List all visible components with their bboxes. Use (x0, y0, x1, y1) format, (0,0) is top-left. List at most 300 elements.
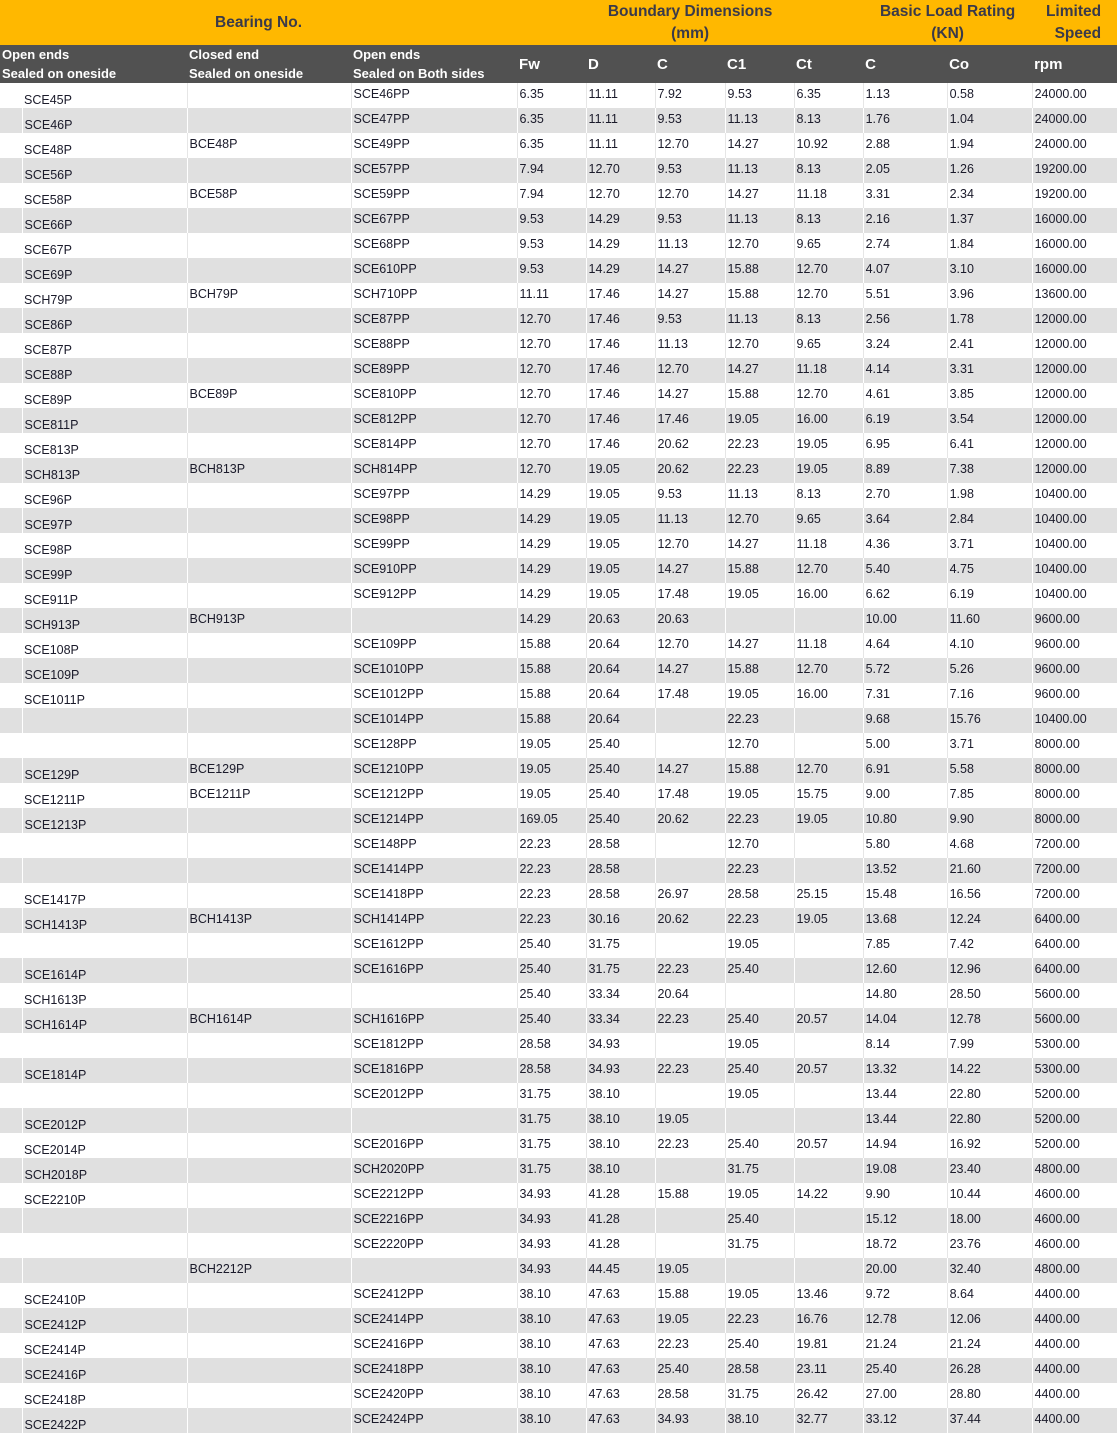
row-spacer (0, 883, 22, 908)
sealed-both-cell: SCE98PP (351, 508, 517, 533)
c-cell (655, 858, 725, 883)
d-cell: 25.40 (586, 783, 655, 808)
ct-cell: 20.57 (794, 1058, 863, 1083)
co-cell: 7.99 (947, 1033, 1032, 1058)
table-row (0, 683, 1117, 708)
c-load-cell: 5.00 (863, 733, 947, 758)
open-ends-cell: SCE1011P (22, 683, 187, 708)
c1-cell: 9.53 (725, 83, 794, 108)
row-spacer (0, 283, 22, 308)
table-row (0, 808, 1117, 833)
closed-end-cell (187, 1308, 351, 1333)
c1-cell: 15.88 (725, 658, 794, 683)
fw-cell: 12.70 (517, 383, 586, 408)
c-cell: 12.70 (655, 633, 725, 658)
fw-cell: 19.05 (517, 783, 586, 808)
table-row (0, 1083, 1117, 1108)
c1-cell: 22.23 (725, 858, 794, 883)
open-ends-cell: SCE87P (22, 333, 187, 358)
ct-cell: 12.70 (794, 258, 863, 283)
co-cell: 18.00 (947, 1208, 1032, 1233)
c-load-cell: 21.24 (863, 1333, 947, 1358)
fw-cell: 7.94 (517, 158, 586, 183)
c-load-cell: 2.74 (863, 233, 947, 258)
closed-end-cell (187, 1083, 351, 1108)
co-cell: 28.50 (947, 983, 1032, 1008)
row-spacer (0, 1083, 22, 1108)
co-cell: 16.56 (947, 883, 1032, 908)
c1-cell: 19.05 (725, 933, 794, 958)
rpm-cell: 7200.00 (1032, 858, 1117, 883)
closed-end-cell (187, 233, 351, 258)
c-load-cell: 15.12 (863, 1208, 947, 1233)
fw-cell: 15.88 (517, 683, 586, 708)
ct-cell (794, 958, 863, 983)
row-spacer (0, 1183, 22, 1208)
closed-end-cell (187, 583, 351, 608)
co-cell: 3.10 (947, 258, 1032, 283)
co-cell: 5.58 (947, 758, 1032, 783)
d-cell: 19.05 (586, 508, 655, 533)
rpm-cell: 12000.00 (1032, 433, 1117, 458)
co-cell: 21.24 (947, 1333, 1032, 1358)
rpm-cell: 4400.00 (1032, 1408, 1117, 1433)
row-spacer (0, 258, 22, 283)
c-cell: 14.27 (655, 658, 725, 683)
sealed-both-cell: SCE814PP (351, 433, 517, 458)
rpm-cell: 10400.00 (1032, 508, 1117, 533)
row-spacer (0, 108, 22, 133)
sealed-both-cell: SCE97PP (351, 483, 517, 508)
open-ends-cell: SCH1613P (22, 983, 187, 1008)
sealed-both-cell (351, 983, 517, 1008)
d-cell: 17.46 (586, 283, 655, 308)
c-load-cell: 2.56 (863, 308, 947, 333)
fw-cell: 34.93 (517, 1258, 586, 1283)
d-cell: 11.11 (586, 108, 655, 133)
c-load-cell: 13.44 (863, 1083, 947, 1108)
row-spacer (0, 458, 22, 483)
row-spacer (0, 733, 22, 758)
sealed-both-cell: SCE47PP (351, 108, 517, 133)
open-ends-cell: SCE46P (22, 108, 187, 133)
ct-cell: 8.13 (794, 158, 863, 183)
c1-cell: 19.05 (725, 683, 794, 708)
c-cell: 20.62 (655, 433, 725, 458)
table-row (0, 508, 1117, 533)
table-row (0, 633, 1117, 658)
table-row (0, 183, 1117, 208)
c-cell: 26.97 (655, 883, 725, 908)
open-ends-cell: SCE811P (22, 408, 187, 433)
c1-cell: 19.05 (725, 408, 794, 433)
sealed-both-cell: SCE2012PP (351, 1083, 517, 1108)
sealed-both-cell: SCE2220PP (351, 1233, 517, 1258)
c-cell: 17.46 (655, 408, 725, 433)
ct-cell: 20.57 (794, 1133, 863, 1158)
ct-cell: 32.77 (794, 1408, 863, 1433)
ct-cell: 19.81 (794, 1333, 863, 1358)
open-ends-cell (22, 833, 187, 858)
c-cell: 20.64 (655, 983, 725, 1008)
ct-cell (794, 1258, 863, 1283)
rpm-cell: 6400.00 (1032, 933, 1117, 958)
rpm-cell: 5200.00 (1032, 1133, 1117, 1158)
closed-end-cell (187, 1333, 351, 1358)
sealed-both-cell: SCE810PP (351, 383, 517, 408)
fw-cell: 15.88 (517, 658, 586, 683)
d-cell: 33.34 (586, 1008, 655, 1033)
boundary-dimensions-header: Boundary Dimensions (mm) (517, 0, 863, 45)
c-cell: 11.13 (655, 508, 725, 533)
table-row (0, 858, 1117, 883)
c1-cell: 19.05 (725, 1183, 794, 1208)
ct-cell: 8.13 (794, 208, 863, 233)
table-row (0, 133, 1117, 158)
co-cell: 22.80 (947, 1083, 1032, 1108)
row-spacer (0, 208, 22, 233)
c1-cell: 25.40 (725, 1008, 794, 1033)
c-load-cell: 9.68 (863, 708, 947, 733)
c-cell: 15.88 (655, 1283, 725, 1308)
row-spacer (0, 1233, 22, 1258)
rpm-cell: 19200.00 (1032, 158, 1117, 183)
fw-cell: 25.40 (517, 933, 586, 958)
c-load-cell: 6.62 (863, 583, 947, 608)
closed-end-cell (187, 533, 351, 558)
d-cell: 34.93 (586, 1033, 655, 1058)
fw-cell: 6.35 (517, 108, 586, 133)
rpm-cell: 5200.00 (1032, 1083, 1117, 1108)
sealed-both-cell: SCE128PP (351, 733, 517, 758)
table-row (0, 1233, 1117, 1258)
rpm-cell: 4400.00 (1032, 1283, 1117, 1308)
closed-end-header: Closed end Sealed on oneside (187, 45, 351, 83)
co-cell: 1.04 (947, 108, 1032, 133)
table-row (0, 208, 1117, 233)
d-cell: 47.63 (586, 1283, 655, 1308)
row-spacer (0, 1133, 22, 1158)
ct-cell: 12.70 (794, 658, 863, 683)
c1-cell: 14.27 (725, 633, 794, 658)
co-cell: 28.80 (947, 1383, 1032, 1408)
c-cell (655, 833, 725, 858)
sealed-both-cell: SCE2424PP (351, 1408, 517, 1433)
d-cell: 17.46 (586, 383, 655, 408)
closed-end-cell: BCE58P (187, 183, 351, 208)
sealed-both-cell (351, 608, 517, 633)
table-row (0, 1158, 1117, 1183)
c-cell: 9.53 (655, 158, 725, 183)
open-ends-cell: SCE1213P (22, 808, 187, 833)
c-cell: 7.92 (655, 83, 725, 108)
open-ends-cell: SCE1417P (22, 883, 187, 908)
fw-cell: 9.53 (517, 233, 586, 258)
sealed-both-cell: SCE910PP (351, 558, 517, 583)
c1-cell: 11.13 (725, 158, 794, 183)
rpm-cell: 12000.00 (1032, 408, 1117, 433)
d-cell: 28.58 (586, 833, 655, 858)
c1-cell: 11.13 (725, 308, 794, 333)
sealed-both-cell: SCE89PP (351, 358, 517, 383)
fw-cell: 25.40 (517, 958, 586, 983)
closed-end-cell (187, 208, 351, 233)
c-load-cell: 2.16 (863, 208, 947, 233)
closed-end-cell (187, 1033, 351, 1058)
co-cell: 3.31 (947, 358, 1032, 383)
row-spacer (0, 633, 22, 658)
c1-cell: 11.13 (725, 483, 794, 508)
closed-end-cell (187, 1108, 351, 1133)
row-spacer (0, 1033, 22, 1058)
rpm-cell: 12000.00 (1032, 383, 1117, 408)
c-cell: 20.62 (655, 458, 725, 483)
rpm-cell: 12000.00 (1032, 333, 1117, 358)
rpm-cell: 9600.00 (1032, 658, 1117, 683)
open-ends-cell: SCE2412P (22, 1308, 187, 1333)
co-cell: 4.75 (947, 558, 1032, 583)
c1-cell: 15.88 (725, 383, 794, 408)
co-cell: 1.94 (947, 133, 1032, 158)
co-cell: 1.98 (947, 483, 1032, 508)
d-cell: 47.63 (586, 1383, 655, 1408)
open-ends-cell (22, 708, 187, 733)
c-load-cell: 33.12 (863, 1408, 947, 1433)
sealed-both-cell: SCE2016PP (351, 1133, 517, 1158)
closed-end-cell (187, 483, 351, 508)
d-cell: 20.64 (586, 708, 655, 733)
fw-cell: 7.94 (517, 183, 586, 208)
row-spacer (0, 1333, 22, 1358)
open-ends-cell: SCH813P (22, 458, 187, 483)
ct-cell: 13.46 (794, 1283, 863, 1308)
sealed-both-cell: SCE1214PP (351, 808, 517, 833)
c-cell (655, 1208, 725, 1233)
co-cell: 26.28 (947, 1358, 1032, 1383)
ct-cell: 16.76 (794, 1308, 863, 1333)
closed-end-cell (187, 508, 351, 533)
open-ends-cell: SCH79P (22, 283, 187, 308)
c-cell: 17.48 (655, 583, 725, 608)
ct-cell (794, 983, 863, 1008)
table-row (0, 658, 1117, 683)
c1-cell: 19.05 (725, 1033, 794, 1058)
d-cell: 31.75 (586, 958, 655, 983)
ct-cell: 20.57 (794, 1008, 863, 1033)
closed-end-cell (187, 983, 351, 1008)
rpm-cell: 16000.00 (1032, 258, 1117, 283)
rpm-cell: 24000.00 (1032, 83, 1117, 108)
rpm-cell: 6400.00 (1032, 958, 1117, 983)
c1-cell: 25.40 (725, 1133, 794, 1158)
c-cell: 19.05 (655, 1258, 725, 1283)
ct-cell: 14.22 (794, 1183, 863, 1208)
d-cell: 20.64 (586, 658, 655, 683)
closed-end-cell (187, 733, 351, 758)
row-spacer (0, 483, 22, 508)
row-spacer (0, 1283, 22, 1308)
table-row (0, 1208, 1117, 1233)
c-load-cell: 3.64 (863, 508, 947, 533)
rpm-cell: 12000.00 (1032, 358, 1117, 383)
table-row (0, 333, 1117, 358)
c1-header: C1 (725, 45, 794, 83)
table-row (0, 358, 1117, 383)
c-cell: 22.23 (655, 1333, 725, 1358)
ct-cell: 19.05 (794, 908, 863, 933)
rpm-cell: 12000.00 (1032, 458, 1117, 483)
c1-cell: 15.88 (725, 258, 794, 283)
open-ends-header: Open ends Sealed on oneside (0, 45, 187, 83)
row-spacer (0, 1308, 22, 1333)
table-row (0, 108, 1117, 133)
ct-cell: 11.18 (794, 358, 863, 383)
table-row (0, 708, 1117, 733)
c1-cell: 22.23 (725, 458, 794, 483)
c-cell: 28.58 (655, 1383, 725, 1408)
c-load-cell: 12.60 (863, 958, 947, 983)
fw-cell: 31.75 (517, 1158, 586, 1183)
table-row (0, 733, 1117, 758)
co-cell: 14.22 (947, 1058, 1032, 1083)
d-cell: 38.10 (586, 1083, 655, 1108)
row-spacer (0, 858, 22, 883)
table-row (0, 608, 1117, 633)
co-cell: 12.96 (947, 958, 1032, 983)
d-cell: 14.29 (586, 208, 655, 233)
c-load-cell: 6.19 (863, 408, 947, 433)
co-cell: 3.71 (947, 533, 1032, 558)
c-cell: 20.62 (655, 908, 725, 933)
sealed-both-cell: SCE1212PP (351, 783, 517, 808)
rpm-cell: 10400.00 (1032, 583, 1117, 608)
ct-cell: 8.13 (794, 308, 863, 333)
c-load-cell: 15.48 (863, 883, 947, 908)
ct-cell: 12.70 (794, 758, 863, 783)
d-cell: 34.93 (586, 1058, 655, 1083)
co-cell: 3.54 (947, 408, 1032, 433)
co-cell: 0.58 (947, 83, 1032, 108)
rpm-cell: 7200.00 (1032, 833, 1117, 858)
ct-cell: 26.42 (794, 1383, 863, 1408)
sealed-both-cell: SCE2412PP (351, 1283, 517, 1308)
closed-end-cell (187, 308, 351, 333)
c-cell: 12.70 (655, 133, 725, 158)
table-row (0, 1333, 1117, 1358)
row-spacer (0, 808, 22, 833)
rpm-cell: 9600.00 (1032, 608, 1117, 633)
c1-cell: 15.88 (725, 558, 794, 583)
table-row (0, 1358, 1117, 1383)
table-row (0, 408, 1117, 433)
c1-cell: 12.70 (725, 833, 794, 858)
c-load-cell: 6.95 (863, 433, 947, 458)
c1-cell: 12.70 (725, 733, 794, 758)
rpm-cell: 4600.00 (1032, 1183, 1117, 1208)
ct-cell: 9.65 (794, 233, 863, 258)
c-cell: 17.48 (655, 683, 725, 708)
co-cell: 3.85 (947, 383, 1032, 408)
d-cell: 11.11 (586, 133, 655, 158)
open-ends-cell: SCH1614P (22, 1008, 187, 1033)
d-cell: 17.46 (586, 358, 655, 383)
ct-cell: 12.70 (794, 558, 863, 583)
table-row (0, 83, 1117, 108)
sealed-both-cell: SCE610PP (351, 258, 517, 283)
open-ends-cell: SCE99P (22, 558, 187, 583)
rpm-cell: 10400.00 (1032, 558, 1117, 583)
c-load-cell: 20.00 (863, 1258, 947, 1283)
d-cell: 25.40 (586, 733, 655, 758)
sealed-both-cell: SCE1612PP (351, 933, 517, 958)
closed-end-cell (187, 358, 351, 383)
ct-cell: 9.65 (794, 508, 863, 533)
c1-cell: 19.05 (725, 783, 794, 808)
row-spacer (0, 933, 22, 958)
co-header: Co (947, 45, 1032, 83)
c-cell (655, 1233, 725, 1258)
c-cell: 34.93 (655, 1408, 725, 1433)
sealed-both-cell: SCE1012PP (351, 683, 517, 708)
sealed-both-cell: SCE2416PP (351, 1333, 517, 1358)
d-cell: 20.63 (586, 608, 655, 633)
co-cell: 7.85 (947, 783, 1032, 808)
co-cell: 37.44 (947, 1408, 1032, 1433)
ct-cell (794, 1208, 863, 1233)
table-row (0, 258, 1117, 283)
table-row (0, 1008, 1117, 1033)
fw-cell: 38.10 (517, 1383, 586, 1408)
open-ends-cell: SCE56P (22, 158, 187, 183)
co-cell: 1.26 (947, 158, 1032, 183)
table-row (0, 983, 1117, 1008)
row-spacer (0, 1383, 22, 1408)
c-cell: 14.27 (655, 758, 725, 783)
row-spacer (0, 183, 22, 208)
fw-cell: 31.75 (517, 1133, 586, 1158)
c-load-cell: 25.40 (863, 1358, 947, 1383)
c1-cell: 11.13 (725, 108, 794, 133)
open-ends-cell: SCE911P (22, 583, 187, 608)
bearing-no-header: Bearing No. (0, 0, 517, 45)
c-load-cell: 8.14 (863, 1033, 947, 1058)
closed-end-cell (187, 83, 351, 108)
rpm-cell: 5200.00 (1032, 1108, 1117, 1133)
table-row (0, 1108, 1117, 1133)
fw-cell: 12.70 (517, 408, 586, 433)
d-cell: 11.11 (586, 83, 655, 108)
rpm-cell: 4800.00 (1032, 1158, 1117, 1183)
row-spacer (0, 608, 22, 633)
c-load-cell: 3.31 (863, 183, 947, 208)
open-ends-cell: SCH2018P (22, 1158, 187, 1183)
c-cell: 11.13 (655, 233, 725, 258)
c-load-cell: 13.52 (863, 858, 947, 883)
sealed-both-cell: SCE87PP (351, 308, 517, 333)
fw-cell: 9.53 (517, 258, 586, 283)
fw-cell: 38.10 (517, 1358, 586, 1383)
closed-end-cell: BCH2212P (187, 1258, 351, 1283)
c-cell: 9.53 (655, 483, 725, 508)
d-cell: 14.29 (586, 233, 655, 258)
header-row (0, 0, 1117, 45)
sealed-both-cell: SCH710PP (351, 283, 517, 308)
c-load-cell: 13.44 (863, 1108, 947, 1133)
table-row (0, 833, 1117, 858)
co-cell: 16.92 (947, 1133, 1032, 1158)
sealed-both-cell: SCE2414PP (351, 1308, 517, 1333)
d-cell: 19.05 (586, 483, 655, 508)
